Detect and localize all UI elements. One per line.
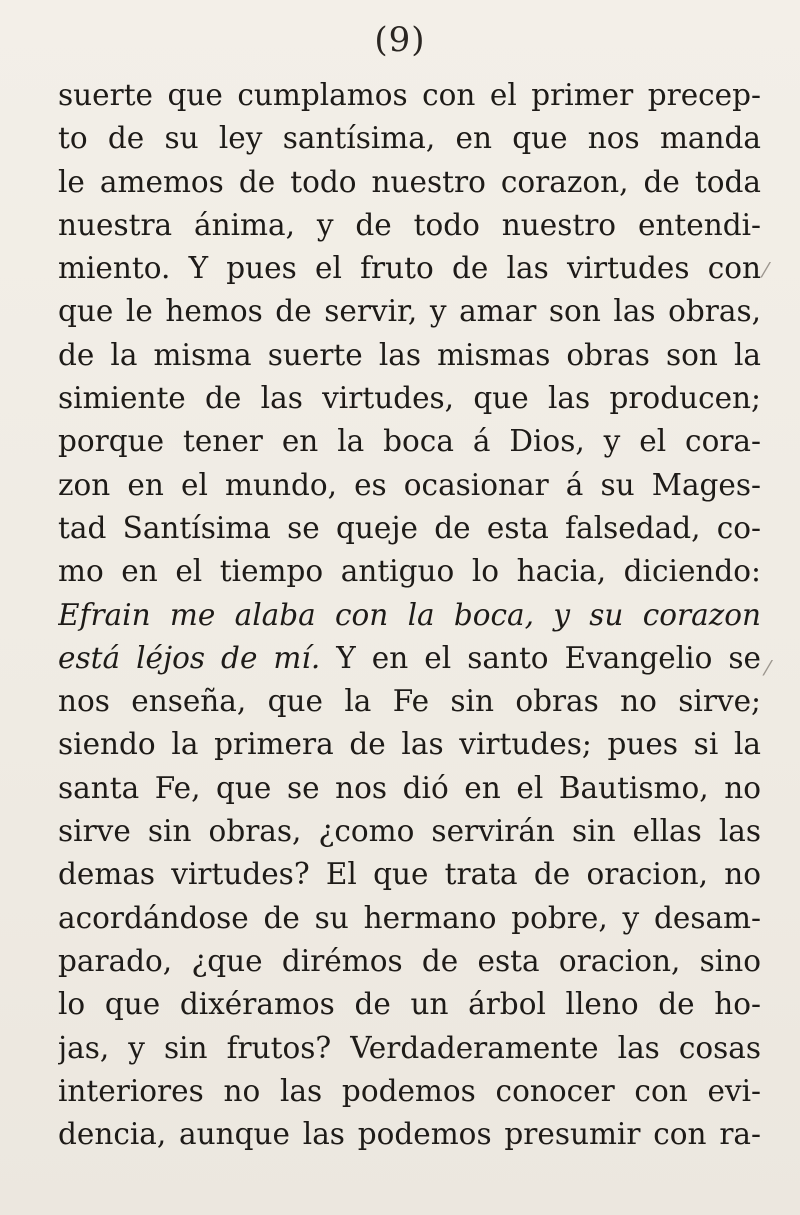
text-line xyxy=(58,161,761,204)
text-line xyxy=(58,377,761,420)
text-line xyxy=(58,550,761,593)
italic-quotation: Efrain me alaba con la boca, y su corazon xyxy=(58,597,761,632)
text-segment: simiente de las virtudes, que las producen; xyxy=(58,381,761,416)
text-segment: tad Santísima se queje de esta falsedad, co- xyxy=(58,510,761,545)
italic-quotation: está léjos de mí. xyxy=(58,640,321,675)
text-segment: le amemos de todo nuestro corazon, de toda xyxy=(58,164,761,199)
text-segment: nuestra ánima, y de todo nuestro entendi- xyxy=(58,207,761,242)
text-segment: zon en el mundo, es ocasionar á su Mages- xyxy=(58,467,761,502)
text-segment: interiores no las podemos conocer con evi- xyxy=(58,1073,761,1108)
text-line xyxy=(58,810,761,853)
text-segment: suerte que cumplamos con el primer precep- xyxy=(58,78,761,112)
text-line xyxy=(58,507,761,550)
text-segment: dencia, aunque las podemos presumir con ra- xyxy=(58,1117,761,1152)
text-line xyxy=(58,290,761,333)
text-segment: porque tener en la boca á Dios, y el cora- xyxy=(58,424,761,459)
text-line xyxy=(58,74,761,117)
page-number: (9) xyxy=(374,20,426,60)
text-segment: miento. Y pues el fruto de las virtudes con xyxy=(58,251,761,286)
text-line xyxy=(58,767,761,810)
text-line xyxy=(58,940,761,983)
text-line xyxy=(58,247,761,290)
text-line xyxy=(58,204,761,247)
text-segment: mo en el tiempo antiguo lo hacia, diciendo: xyxy=(58,554,761,589)
text-segment: demas virtudes? El que trata de oracion, no xyxy=(58,857,761,892)
text-segment: to de su ley santísima, en que nos manda xyxy=(58,121,761,156)
text-line xyxy=(58,334,761,377)
text-line xyxy=(58,680,761,723)
margin-pencil-mark: ⁄ xyxy=(764,258,768,282)
text-segment: Y en el santo Evangelio se xyxy=(320,640,761,675)
text-line xyxy=(58,1113,761,1156)
text-line xyxy=(58,420,761,463)
text-segment: nos enseña, que la Fe sin obras no sirve; xyxy=(58,684,761,719)
margin-pencil-mark: ⁄ xyxy=(766,656,770,680)
text-segment: sirve sin obras, ¿como servirán sin ellas las xyxy=(58,814,761,849)
text-line xyxy=(58,853,761,896)
text-segment: lo que dixéramos de un árbol lleno de ho- xyxy=(58,987,761,1022)
text-line xyxy=(58,637,761,680)
text-segment: que le hemos de servir, y amar son las obras, xyxy=(58,294,761,329)
text-segment: santa Fe, que se nos dió en el Bautismo, no xyxy=(58,770,761,805)
text-line xyxy=(58,897,761,940)
text-segment: acordándose de su hermano pobre, y desam- xyxy=(58,900,761,935)
text-segment: jas, y sin frutos? Verdaderamente las cosas xyxy=(58,1030,761,1065)
text-line xyxy=(58,464,761,507)
text-line xyxy=(58,594,761,637)
text-segment: de la misma suerte las mismas obras son la xyxy=(58,337,761,372)
body-text xyxy=(58,74,761,1156)
text-line xyxy=(58,1027,761,1070)
text-segment: parado, ¿que dirémos de esta oracion, sino xyxy=(58,943,761,978)
text-line xyxy=(58,117,761,160)
text-line xyxy=(58,723,761,766)
text-line xyxy=(58,1070,761,1113)
text-segment: siendo la primera de las virtudes; pues si la xyxy=(58,727,761,762)
text-line xyxy=(58,983,761,1026)
